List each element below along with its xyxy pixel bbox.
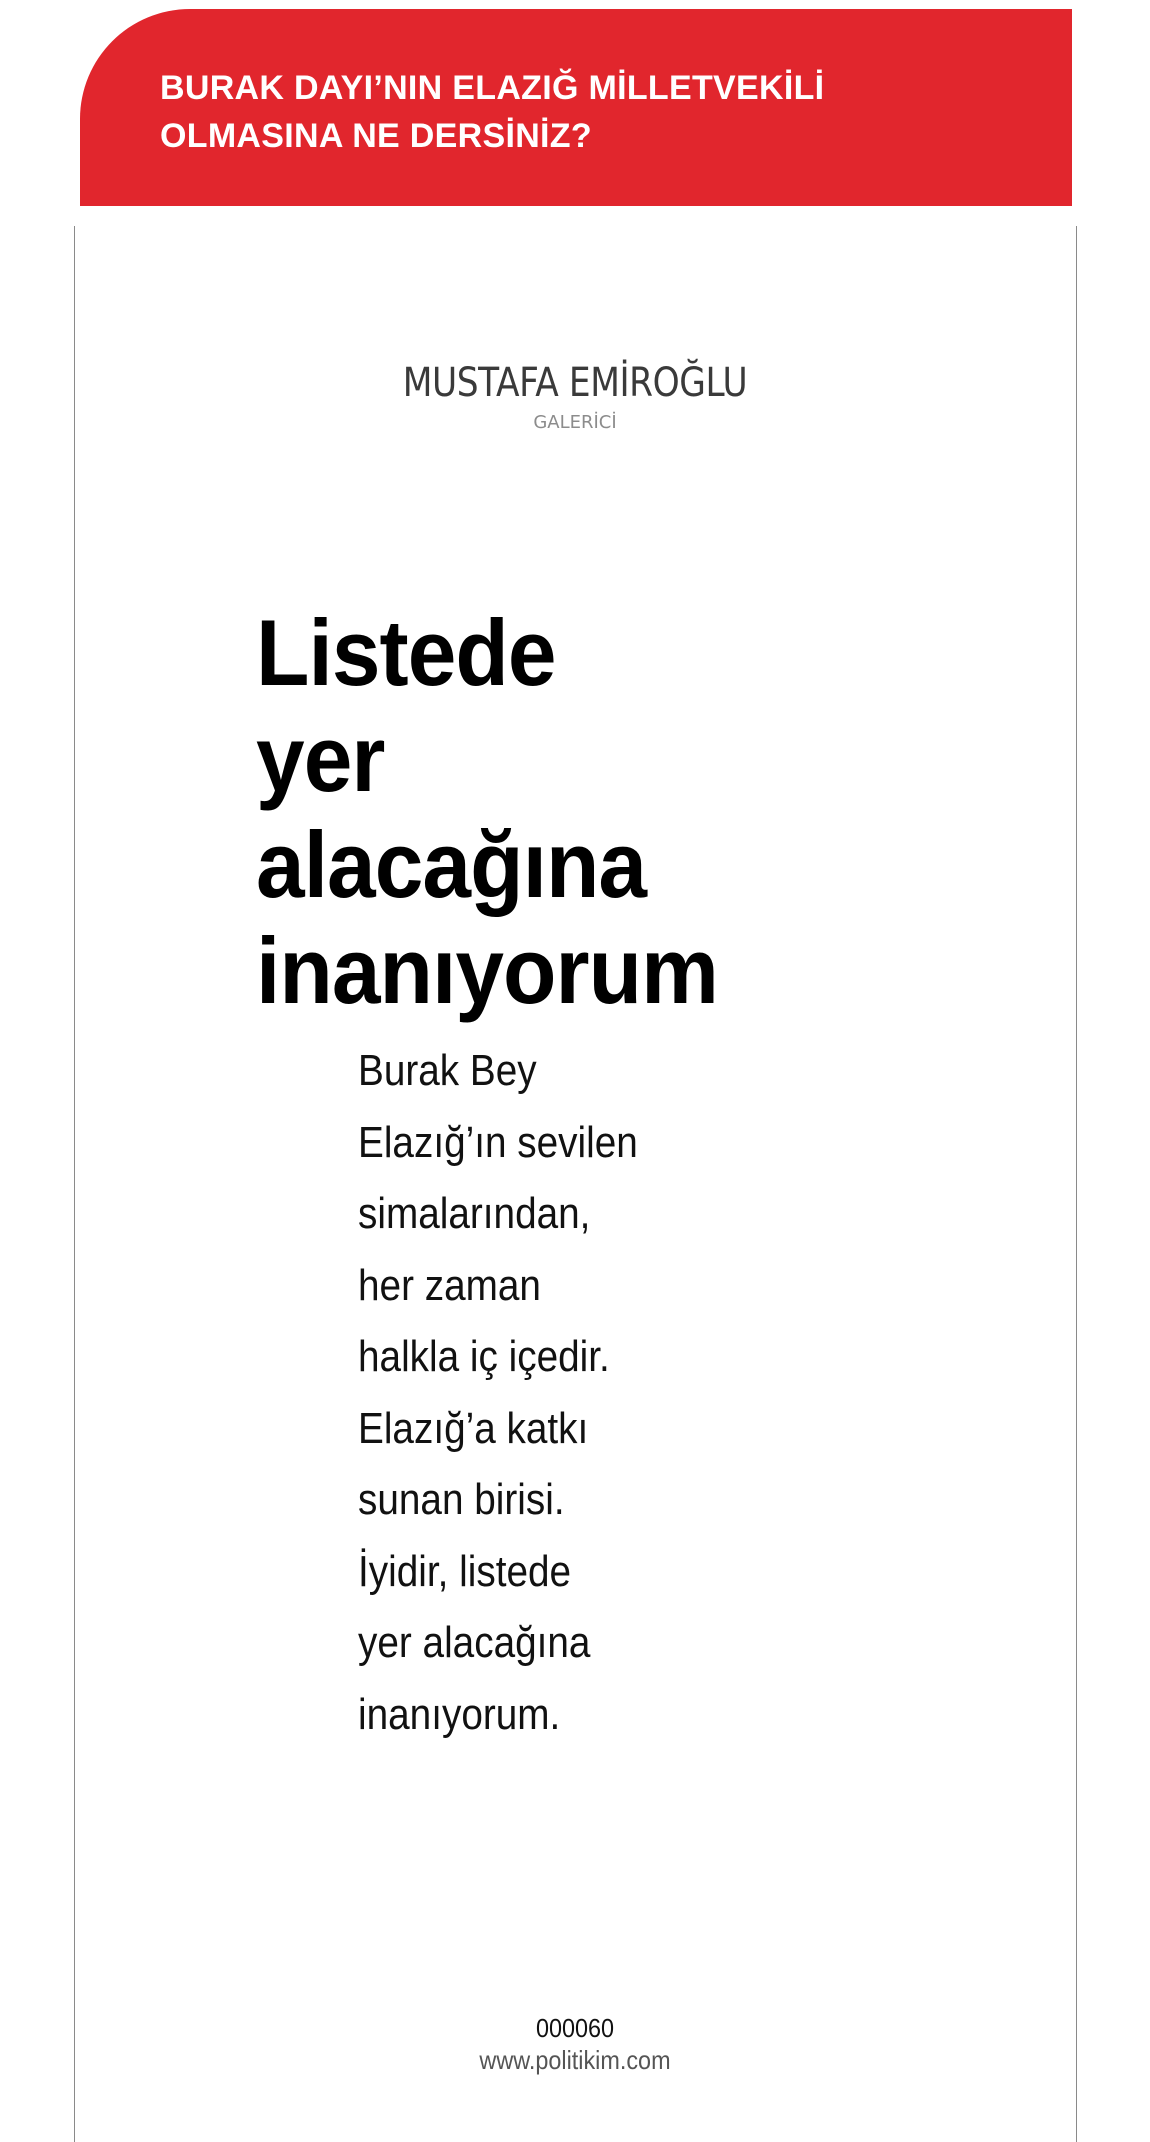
body-line: Elazığ’a katkı [358, 1403, 589, 1453]
page-border-left [74, 226, 75, 2142]
headline-line: inanıyorum [256, 918, 718, 1023]
body-line: İyidir, listede [358, 1546, 572, 1596]
headline-line: Listede [256, 600, 556, 705]
headline-line: alacağına [256, 812, 647, 917]
body-line: inanıyorum. [358, 1689, 561, 1739]
body-line: halkla iç içedir. [358, 1332, 610, 1381]
page-border-right [1076, 226, 1077, 2142]
body-line: sunan birisi. [358, 1475, 565, 1524]
quote-body [358, 1035, 638, 1750]
body-line: yer alacağına [358, 1618, 591, 1667]
author-name: MUSTAFA EMİROĞLU [402, 360, 748, 406]
author-byline [0, 357, 1150, 435]
question-banner [80, 9, 1072, 206]
banner-question-line: BURAK DAYI’NIN ELAZIĞ MİLLETVEKİLİ [160, 69, 825, 107]
quote-headline [256, 600, 718, 1024]
banner-question [160, 64, 920, 160]
body-line: Burak Bey [358, 1046, 537, 1095]
body-line: her zaman [358, 1260, 541, 1310]
headline-line: yer [256, 706, 385, 811]
page-footer [0, 2012, 1150, 2076]
author-role: GALERİCİ [533, 412, 617, 433]
footer-code: 000060 [535, 2013, 615, 2043]
body-line: simalarından, [358, 1189, 591, 1238]
banner-question-line: OLMASINA NE DERSİNİZ? [160, 117, 592, 155]
body-line: Elazığ’ın sevilen [358, 1117, 638, 1167]
footer-url: www.politikim.com [479, 2045, 671, 2075]
